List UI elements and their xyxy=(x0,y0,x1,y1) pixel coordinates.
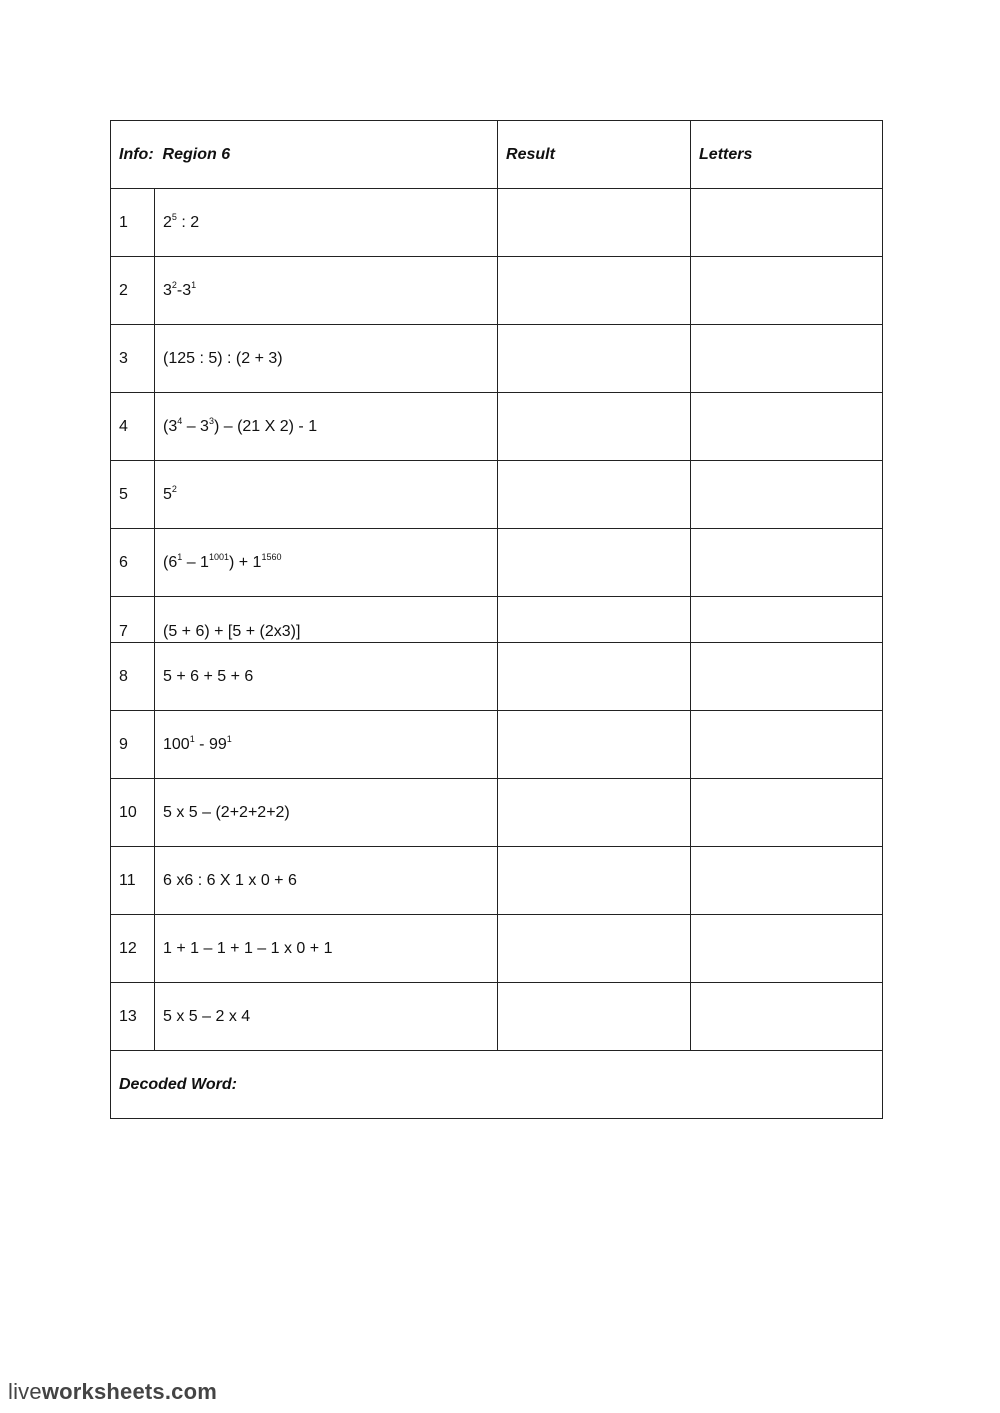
exponent: 3 xyxy=(208,415,214,426)
exponent: 1001 xyxy=(208,551,229,562)
letter-cell[interactable] xyxy=(691,983,883,1051)
exercise-row xyxy=(111,461,883,529)
row-number: 4 xyxy=(111,393,155,461)
letter-cell[interactable] xyxy=(691,915,883,983)
info-header xyxy=(111,121,498,189)
result-cell[interactable] xyxy=(498,779,691,847)
row-expression xyxy=(155,847,498,915)
expression-text: ) – (21 X 2) - 1 xyxy=(213,417,318,435)
letter-cell[interactable] xyxy=(691,597,883,643)
letter-cell[interactable] xyxy=(691,257,883,325)
exercise-row xyxy=(111,257,883,325)
expression-text: 100 xyxy=(163,735,190,753)
expression-text: : 2 xyxy=(176,213,200,231)
exercise-row xyxy=(111,983,883,1051)
result-cell[interactable] xyxy=(498,529,691,597)
exercise-row xyxy=(111,189,883,257)
row-number: 11 xyxy=(111,847,155,915)
row-expression xyxy=(155,983,498,1051)
exercise-row xyxy=(111,711,883,779)
exponent: 1 xyxy=(226,733,232,744)
row-expression xyxy=(155,461,498,529)
row-number: 7 xyxy=(111,597,155,643)
expression-text: (6 xyxy=(163,553,178,571)
row-expression xyxy=(155,189,498,257)
exponent: 5 xyxy=(171,211,177,222)
row-number: 9 xyxy=(111,711,155,779)
brand-suffix: worksheets.com xyxy=(41,1379,218,1404)
exercise-row xyxy=(111,915,883,983)
expression-text: - 99 xyxy=(194,735,227,753)
exponent: 2 xyxy=(171,483,177,494)
header-row xyxy=(111,121,883,189)
exponent: 1 xyxy=(177,551,183,562)
worksheet-table xyxy=(110,120,883,1119)
row-expression xyxy=(155,529,498,597)
expression-text: 3 xyxy=(163,281,172,299)
letter-cell[interactable] xyxy=(691,325,883,393)
expression-text: ) + 1 xyxy=(228,553,262,571)
exponent: 1 xyxy=(191,279,197,290)
expression-text: – 3 xyxy=(182,417,209,435)
result-cell[interactable] xyxy=(498,643,691,711)
exponent: 2 xyxy=(171,279,177,290)
row-expression xyxy=(155,711,498,779)
expression-text: -3 xyxy=(176,281,192,299)
liveworksheets-logo xyxy=(8,1379,217,1405)
row-expression xyxy=(155,643,498,711)
exercise-row xyxy=(111,643,883,711)
decoded-word-label: Decoded Word: xyxy=(119,1075,237,1093)
result-cell[interactable] xyxy=(498,597,691,643)
row-expression xyxy=(155,257,498,325)
result-cell[interactable] xyxy=(498,983,691,1051)
row-number: 5 xyxy=(111,461,155,529)
letter-cell[interactable] xyxy=(691,461,883,529)
letter-cell[interactable] xyxy=(691,711,883,779)
region-label: Region 6 xyxy=(162,145,231,163)
expression-text: 5 x 5 – 2 x 4 xyxy=(163,1007,251,1025)
exercise-row xyxy=(111,325,883,393)
result-cell[interactable] xyxy=(498,393,691,461)
decoded-word-row xyxy=(111,1051,883,1119)
result-cell[interactable] xyxy=(498,847,691,915)
row-expression xyxy=(155,597,498,643)
exponent: 1560 xyxy=(261,551,282,562)
exercise-row xyxy=(111,393,883,461)
expression-text: 5 x 5 – (2+2+2+2) xyxy=(163,803,290,821)
result-cell[interactable] xyxy=(498,915,691,983)
exercise-row xyxy=(111,847,883,915)
row-number: 10 xyxy=(111,779,155,847)
result-cell[interactable] xyxy=(498,189,691,257)
result-cell[interactable] xyxy=(498,325,691,393)
row-number: 1 xyxy=(111,189,155,257)
exercise-row xyxy=(111,529,883,597)
letter-cell[interactable] xyxy=(691,529,883,597)
letter-cell[interactable] xyxy=(691,847,883,915)
row-expression xyxy=(155,393,498,461)
row-expression xyxy=(155,325,498,393)
row-number: 13 xyxy=(111,983,155,1051)
exercise-row xyxy=(111,597,883,643)
row-number: 3 xyxy=(111,325,155,393)
row-number: 6 xyxy=(111,529,155,597)
exercise-row xyxy=(111,779,883,847)
row-number: 12 xyxy=(111,915,155,983)
expression-text: 5 xyxy=(163,485,172,503)
expression-text: 5 + 6 + 5 + 6 xyxy=(163,667,254,685)
exponent: 1 xyxy=(189,733,195,744)
expression-text: 1 + 1 – 1 + 1 – 1 x 0 + 1 xyxy=(163,939,333,957)
letter-cell[interactable] xyxy=(691,393,883,461)
expression-text: – 1 xyxy=(182,553,209,571)
expression-text: 2 xyxy=(163,213,172,231)
info-label: Info: xyxy=(119,145,154,163)
expression-text: (125 : 5) : (2 + 3) xyxy=(163,349,283,367)
letters-header: Letters xyxy=(691,121,883,189)
row-number: 2 xyxy=(111,257,155,325)
letter-cell[interactable] xyxy=(691,643,883,711)
decoded-word-cell[interactable] xyxy=(111,1051,883,1119)
result-cell[interactable] xyxy=(498,461,691,529)
brand-prefix: live xyxy=(8,1379,42,1404)
row-expression xyxy=(155,915,498,983)
result-cell[interactable] xyxy=(498,257,691,325)
expression-text: (3 xyxy=(163,417,178,435)
exponent: 4 xyxy=(177,415,183,426)
result-cell[interactable] xyxy=(498,711,691,779)
letter-cell[interactable] xyxy=(691,189,883,257)
expression-text: (5 + 6) + [5 + (2x3)] xyxy=(163,623,301,640)
letter-cell[interactable] xyxy=(691,779,883,847)
expression-text: 6 x6 : 6 X 1 x 0 + 6 xyxy=(163,871,297,889)
result-header: Result xyxy=(498,121,691,189)
row-expression xyxy=(155,779,498,847)
row-number: 8 xyxy=(111,643,155,711)
